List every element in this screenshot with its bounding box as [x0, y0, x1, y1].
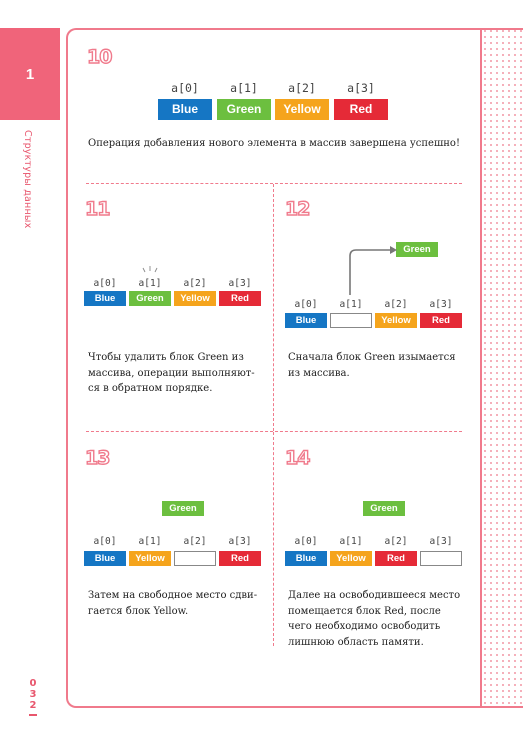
array-block-green: Green [129, 291, 171, 306]
array-index: a[2] [288, 81, 316, 95]
array-block-yellow: Yellow [330, 551, 372, 566]
step-number-13: 13 [85, 447, 110, 469]
array-block-empty [174, 551, 216, 566]
page-number-underline [29, 714, 37, 716]
step-number-14: 14 [285, 447, 310, 469]
text-line: Затем на свободное место сдви- [88, 590, 258, 601]
text-line: гается блок Yellow. [88, 605, 189, 617]
array-block-blue: Blue [158, 99, 212, 120]
text-line: Далее на освободившееся место [288, 590, 461, 601]
array-block-blue: Blue [285, 313, 327, 328]
array-index: a[2] [384, 299, 408, 310]
array-block-empty [330, 313, 372, 328]
text-line: Чтобы удалить блок Green из [88, 352, 244, 363]
text-line: помещается блок Red, после [288, 605, 441, 617]
array-block-yellow: Yellow [174, 291, 216, 306]
array-index: a[1] [138, 278, 162, 289]
array-index: a[0] [93, 278, 117, 289]
step-number-11: 11 [85, 198, 110, 220]
section-divider [273, 432, 274, 646]
section-divider [86, 431, 462, 432]
array-block-yellow: Yellow [129, 551, 171, 566]
removed-block-green: Green [162, 501, 204, 516]
array-index: a[3] [429, 299, 453, 310]
move-arrow [342, 244, 398, 296]
text-line: из массива. [288, 367, 350, 379]
array-block-red: Red [219, 291, 261, 306]
text-line: массива, операции выполняют- [88, 367, 255, 379]
array-index: a[0] [171, 81, 199, 95]
array-index: a[1] [339, 299, 363, 310]
removed-block-green: Green [363, 501, 405, 516]
array-index: a[2] [183, 278, 207, 289]
chapter-title: Структуры данных [22, 130, 33, 229]
array-index: a[2] [183, 536, 207, 547]
array-index: a[1] [230, 81, 258, 95]
array-index: a[3] [228, 536, 252, 547]
array-block-red: Red [219, 551, 261, 566]
step13-text [88, 588, 268, 619]
array-block-red: Red [375, 551, 417, 566]
text-line: Сначала блок Green изымается [288, 352, 456, 363]
removed-block-green: Green [396, 242, 438, 257]
array-block-empty [420, 551, 462, 566]
section-divider [273, 184, 274, 431]
array-block-green: Green [217, 99, 271, 120]
section-divider [86, 183, 462, 184]
chapter-tab [0, 28, 60, 120]
array-block-red: Red [420, 313, 462, 328]
array-block-blue: Blue [285, 551, 327, 566]
array-block-yellow: Yellow [375, 313, 417, 328]
array-index: a[0] [294, 299, 318, 310]
page-digit: 0 [29, 678, 37, 689]
step-number-10: 10 [87, 46, 112, 68]
array-index: a[3] [228, 278, 252, 289]
highlight-marks [140, 266, 160, 275]
page-digit: 2 [29, 700, 37, 711]
page-number [28, 678, 38, 716]
text-line: чего необходимо освободить [288, 621, 441, 632]
array-index: a[0] [294, 536, 318, 547]
step10-text: Операция добавления нового элемента в массив завершена успешно! [88, 138, 460, 149]
text-line: лишнюю область памяти. [288, 636, 424, 648]
step11-text [88, 350, 268, 397]
array-index: a[3] [429, 536, 453, 547]
array-block-yellow: Yellow [275, 99, 329, 120]
array-index: a[1] [138, 536, 162, 547]
dot-pattern [482, 28, 523, 708]
step-number-12: 12 [285, 198, 310, 220]
step12-text [288, 350, 468, 381]
array-block-blue: Blue [84, 291, 126, 306]
chapter-number: 1 [25, 65, 35, 83]
array-index: a[2] [384, 536, 408, 547]
step14-text [288, 588, 468, 650]
array-index: a[0] [93, 536, 117, 547]
array-block-blue: Blue [84, 551, 126, 566]
array-index: a[1] [339, 536, 363, 547]
array-index: a[3] [347, 81, 375, 95]
page-digit: 3 [29, 689, 37, 700]
array-block-red: Red [334, 99, 388, 120]
text-line: ся в обратном порядке. [88, 383, 213, 394]
